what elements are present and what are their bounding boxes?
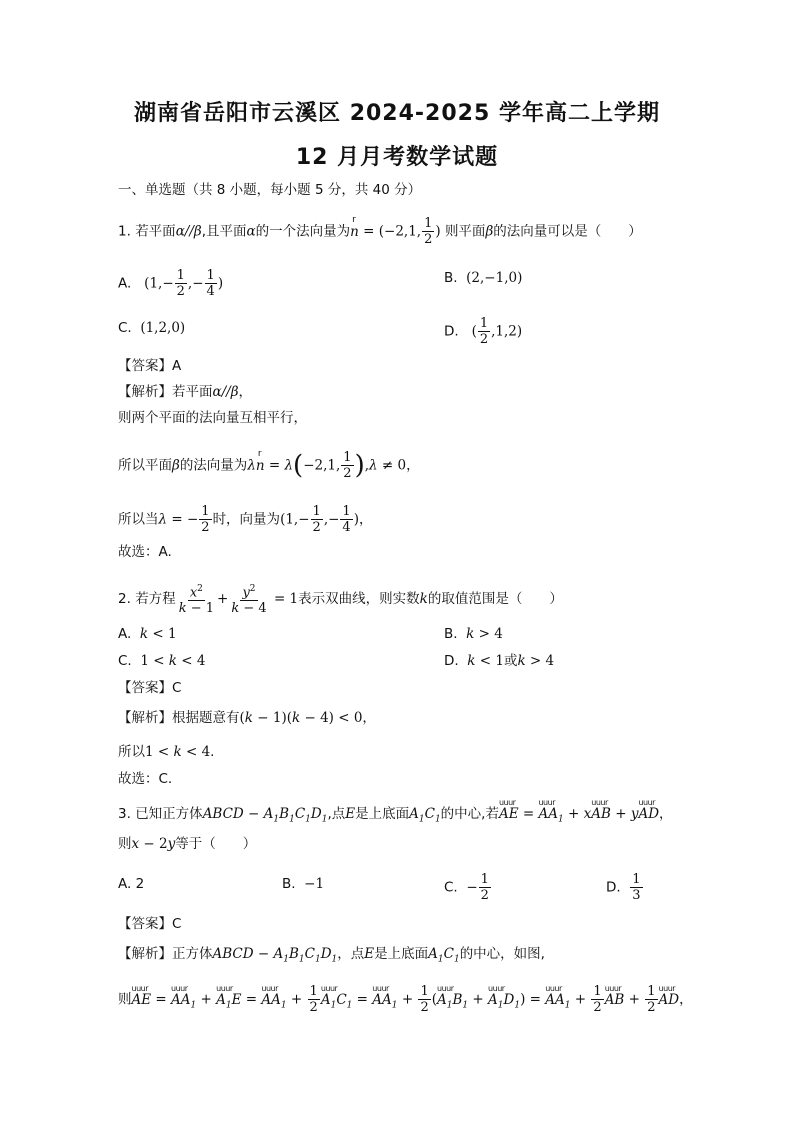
q3-analysis-1: 【解析】正方体ABCD − $A_1B_1C_1D_1$，点E是上底面$A_1C_1$的中心，如图, [118,946,545,965]
section-heading: 一、单选题（共 8 小题，每小题 5 分，共 40 分） [118,182,422,198]
q2-option-c: C. 1 < k < 4 [118,653,206,669]
q2-option-d: D. k < 1或k > 4 [444,653,555,669]
q3-option-c: C. − $\frac{1}{2}$ [444,872,489,903]
q3-option-a: A. 2 [118,876,145,892]
q1-analysis-4: 所以当λ = − $\frac{1}{2}$ 时，向量为(1,− $\frac{1}{2}$ ,− $\frac{1}{4}$ )， [118,504,373,535]
q1-analysis-1: 【解析】若平面α//β， [118,384,253,400]
q2-analysis-2: 所以1 < k < 4. [118,744,215,760]
q3-option-b: B. −1 [282,876,325,892]
q2-stem: 2. 若方程 $\frac{x^2}{k - 1}$ + $\frac{y^2}{k - 4}$ = 1表示双曲线，则实数k的取值范围是（ ） [118,584,563,617]
q1-option-d: D. ( $\frac{1}{2}$ ,1,2) [444,316,523,347]
q1-conclusion: 故选：A. [118,544,172,560]
q2-option-b: B. k > 4 [444,626,503,642]
q3-answer: 【答案】C [118,916,182,932]
q3-stem-2: 则x − 2y等于（ ） [118,836,257,852]
q1-option-a: A. (1,− $\frac{1}{2}$ ,− $\frac{1}{4}$ ) [118,268,224,299]
q1-stem: 1. 若平面α//β,且平面α的一个法向量为r n = (−2,1, $\frac{1}{2}$ ) 则平面β的法向量可以是（ ） [118,216,642,247]
q3-stem-1: 3. 已知正方体ABCD − $A_1B_1C_1D_1$,点E是上底面$A_1C_1$的中心,若uuur AE = uuur $AA_1$ + xuuur AB + yuuur AD， [118,804,673,830]
q3-analysis-2: 则uuur AE = uuur $AA_1$ + uuur $A_1E$ = uuur $AA_1$ + $\frac{1}{2}$ uuur $A_1C_1$ = uuur $AA_1$ + $\frac{1}{2}$ (uuur $A_1B_1$ + uuur $A_1D_1$) = uuur $AA_1$ + $\frac{1}{2}$ uuur AB + $\frac{1}{2}$ uuur AD， [118,984,693,1015]
q3-option-d: D. $\frac{1}{3}$ [606,872,641,903]
q1-analysis-3: 所以平面β的法向量为λr n = λ(−2,1, $\frac{1}{2}$ ),λ ≠ 0， [118,450,420,481]
q1-answer: 【答案】A [118,358,182,374]
q2-conclusion: 故选：C. [118,771,173,787]
q1-option-b: B. (2,−1,0) [444,270,523,286]
q1-option-c: C. (1,2,0) [118,320,186,336]
q2-answer: 【答案】C [118,680,182,696]
page-subtitle: 12 月月考数学试题 [295,145,499,170]
q2-analysis-1: 【解析】根据题意有(k − 1)(k − 4) < 0， [118,710,376,726]
q2-option-a: A. k < 1 [118,626,177,642]
q1-analysis-2: 则两个平面的法向量互相平行， [118,410,307,426]
page-title: 湖南省岳阳市云溪区 2024-2025 学年高二上学期 [134,101,660,126]
